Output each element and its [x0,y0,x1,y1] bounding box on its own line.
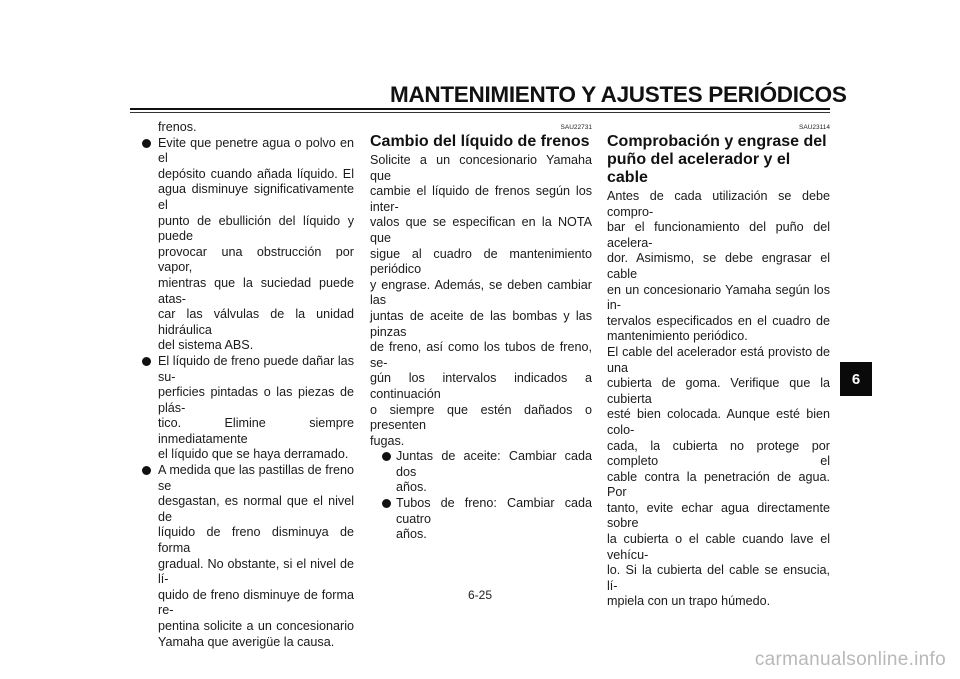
bullet-dot-icon [382,452,391,461]
paragraph-line: y engrase. Además, se deben cambiar las [370,277,592,308]
bullet-line: Tubos de freno: Cambiar cada cuatro [396,496,592,526]
bullet-dot-icon [142,357,151,366]
bullet-line: Juntas de aceite: Cambiar cada dos [396,449,592,479]
column-1 [136,120,354,650]
bullet-line: car las válvulas de la unidad hidráulica [158,307,354,337]
bullet-item [136,136,354,354]
bullet-line: Evite que penetre agua o polvo en el [158,135,354,166]
paragraph-line: valos que se especifican en la NOTA que [370,215,592,245]
paragraph-line: Solicite a un concesionario Yamaha que [370,153,592,183]
paragraph-line: o siempre que estén dañados o presenten [370,402,592,433]
header-rule-thin [130,112,830,113]
bullet-line: tico. Elimine siempre inmediatamente [158,416,354,446]
bullet-line: el líquido que se haya derramado. [158,447,349,462]
bullet-line: desgastan, es normal que el nivel de [158,494,354,524]
paragraph-line: en un concesionario Yamaha según los in- [607,282,830,313]
paragraph-line: mantenimiento periódico. [607,329,748,344]
paragraph-line: lo. Si la cubierta del cable se ensucia, lí- [607,563,830,593]
paragraph-line: dor. Asimismo, se debe engrasar el cable [607,251,830,281]
bullet-line: A medida que las pastillas de freno se [158,463,354,493]
paragraph-line: tanto, evite echar agua directamente sobre [607,500,830,531]
bullet-line: años. [396,527,427,542]
bullet-line: líquido de freno disminuya de forma [158,525,354,556]
bullet-line: Yamaha que averigüe la causa. [158,634,335,649]
section-heading: Cambio del líquido de frenos [370,133,590,150]
section-code: SAU22731 [560,124,592,131]
paragraph-line: la cubierta o el cable cuando lave el vehícu- [607,532,830,562]
bullet-line: gradual. No obstante, si el nivel de lí- [158,556,354,587]
bullet-item [136,354,354,463]
paragraph-line: mpiela con un trapo húmedo. [607,594,771,609]
bullet-line: del sistema ABS. [158,338,254,353]
bullet-line: perficies pintadas o las piezas de plás- [158,385,354,415]
page-header-title: MANTENIMIENTO Y AJUSTES PERIÓDICOS [390,82,847,107]
column-2 [370,124,592,543]
chapter-tab-label: 6 [851,370,861,388]
paragraph-line: gún los intervalos indicados a continuación [370,371,592,401]
continuation-text: frenos. [158,120,197,134]
paragraph-line: de freno, así como los tubos de freno, se- [370,340,592,370]
column-3 [607,124,830,610]
section-heading-line: puño del acelerador y el cable [607,151,791,186]
page-number: 6-25 [467,588,493,602]
header-rule-thick [130,108,830,110]
bullet-line: años. [396,480,427,495]
paragraph-line: juntas de aceite de las bombas y las pinzas [370,308,592,339]
paragraph-line: esté bien colocada. Aunque esté bien colo- [607,407,830,437]
bullet-line: agua disminuye significativamente el [158,182,354,212]
bullet-line: pentina solicite a un concesionario [158,619,354,633]
section-code: SAU23114 [799,124,830,131]
paragraph-line: cada, la cubierta no protege por completo el [607,438,830,469]
chapter-tab [840,362,872,396]
bullet-line: punto de ebullición del líquido y puede [158,213,354,244]
watermark: carmanualsonline.info [754,649,946,670]
paragraph-line: bar el funcionamiento del puño del acelera- [607,220,830,250]
bullet-line: mientras que la suciedad puede atas- [158,275,354,306]
bullet-dot-icon [142,466,151,475]
bullet-dot-icon [142,139,151,148]
bullet-line: depósito cuando añada líquido. El [158,166,354,181]
paragraph-line: cubierta de goma. Verifique que la cubierta [607,376,830,406]
paragraph-line: Antes de cada utilización se debe compro- [607,189,830,219]
paragraph-line: sigue al cuadro de mantenimiento periódico [370,246,592,277]
paragraph-line: cable contra la penetración de agua. Por [607,469,830,500]
bullet-dot-icon [382,499,391,508]
bullet-line: provocar una obstrucción por vapor, [158,244,354,275]
bullet-item [370,449,592,496]
paragraph-line: El cable del acelerador está provisto de una [607,344,830,375]
bullet-line: quido de freno disminuye de forma re- [158,587,354,618]
bullet-item [136,463,354,650]
paragraph-line: tervalos especificados en el cuadro de [607,313,830,328]
bullet-line: El líquido de freno puede dañar las su- [158,353,354,384]
paragraph-line: fugas. [370,433,405,448]
section-heading-line: Comprobación y engrase del [607,133,827,150]
paragraph-line: cambie el líquido de frenos según los inter- [370,184,592,214]
bullet-item [370,496,592,543]
